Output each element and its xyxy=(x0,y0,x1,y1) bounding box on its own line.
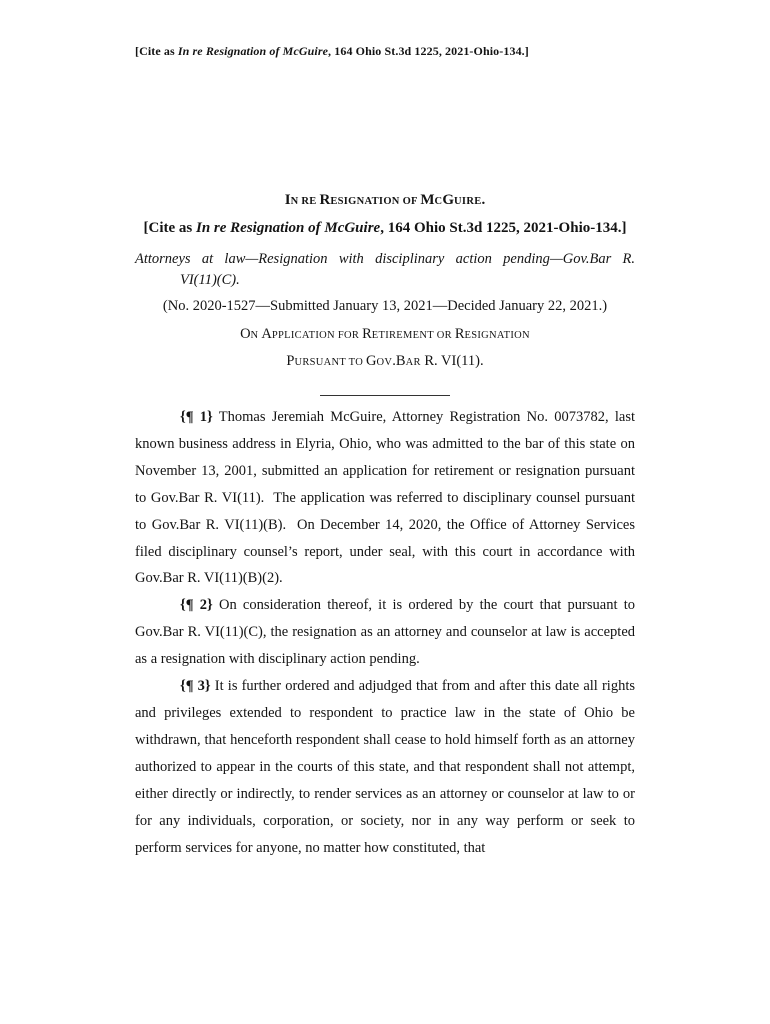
title-text: P xyxy=(286,353,295,369)
headnote-line-2: VI(11)(C). xyxy=(180,272,240,288)
title-text: OV xyxy=(376,357,393,368)
title-text: A xyxy=(261,326,272,342)
title-text: . xyxy=(392,353,396,369)
title-text: G xyxy=(366,353,377,369)
paragraph-2 xyxy=(135,592,635,673)
title-text: O xyxy=(240,326,251,342)
paragraph-marker: {¶ 2} xyxy=(180,597,213,614)
case-caption xyxy=(0,192,770,209)
title-text: AR xyxy=(405,357,421,368)
running-head-case-name: In re Resignation of McGuire xyxy=(177,44,329,58)
title-text: B xyxy=(395,353,406,369)
title-text: R xyxy=(362,326,372,342)
caption-text: N RE xyxy=(290,196,320,207)
caption-text: G xyxy=(442,192,455,208)
title-text: R. VI(11). xyxy=(420,353,484,369)
citation-suffix: , 164 Ohio St.3d 1225, 2021-Ohio-134.] xyxy=(380,220,627,236)
caption-text: . xyxy=(481,192,486,208)
paragraph-3 xyxy=(135,673,635,861)
caption-text: M xyxy=(420,192,435,208)
caption-text: I xyxy=(284,192,291,208)
title-text: R xyxy=(454,326,465,342)
caption-text: R xyxy=(319,192,331,208)
title-text: N xyxy=(250,330,262,341)
application-title-line-1 xyxy=(0,326,770,343)
running-head-prefix: [Cite as xyxy=(135,44,178,58)
citation-prefix: [Cite as xyxy=(143,220,196,236)
title-text: ESIGNATION xyxy=(464,330,530,341)
title-text: ETIREMENT OR xyxy=(371,330,455,341)
paragraph-marker: {¶ 1} xyxy=(180,409,213,425)
caption-text: ESIGNATION OF xyxy=(330,196,421,207)
docket-line: (No. 2020-1527—Submitted January 13, 2021—Decided January 22, 2021.) xyxy=(162,298,608,314)
title-text: URSUANT TO xyxy=(294,357,367,368)
paragraph-text: On consideration thereof, it is ordered by the court that pursuant to Gov.Bar R. VI(11)(C), the resignation as an attorney and counselor at law is accepted as a resignation with disciplinary action pending. xyxy=(135,597,635,668)
application-title-line-2 xyxy=(0,353,770,370)
paragraph-1 xyxy=(135,404,635,592)
paragraph-text: Thomas Jeremiah McGuire, Attorney Registration No. 0073782, last known business address in Elyria, Ohio, who was admitted to the bar of this state on November 13, 2001, submitted an application for retirement or resignation pursuant to Gov.Bar R. VI(11). The application was referred to disciplinary counsel pursuant to Gov.Bar R. VI(11)(B). On December 14, 2020, the Office of Attorney Services filed disciplinary counsel’s report, under seal, with this court in accordance with Gov.Bar R. VI(11)(B)(2). xyxy=(135,409,635,587)
caption-text: UIRE xyxy=(454,196,482,207)
headnote-line-1: Attorneys at law—Resignation with disciplinary action pending—Gov.Bar R. xyxy=(135,251,635,267)
citation-case-name: In re Resignation of McGuire xyxy=(196,220,381,236)
paragraph-text: It is further ordered and adjudged that from and after this date all rights and privileges extended to respondent to practice law in the state of Ohio be withdrawn, that henceforth respondent shall cease to hold himself forth as an attorney authorized to appear in the courts of this state, and that respondent shall not attempt, either directly or indirectly, to render services as an attorney or counselor at law to or for any individuals, corporation, or society, nor in any way perform or seek to perform services for anyone, no matter how constituted, that xyxy=(135,678,635,856)
caption-text: C xyxy=(434,196,443,207)
citation-line xyxy=(0,220,770,237)
opinion-body xyxy=(135,404,635,861)
separator-rule xyxy=(320,395,450,396)
paragraph-marker: {¶ 3} xyxy=(180,678,211,695)
title-text: PPLICATION FOR xyxy=(271,330,363,341)
running-head-suffix: , 164 Ohio St.3d 1225, 2021-Ohio-134.] xyxy=(328,44,529,58)
running-head xyxy=(135,44,529,59)
